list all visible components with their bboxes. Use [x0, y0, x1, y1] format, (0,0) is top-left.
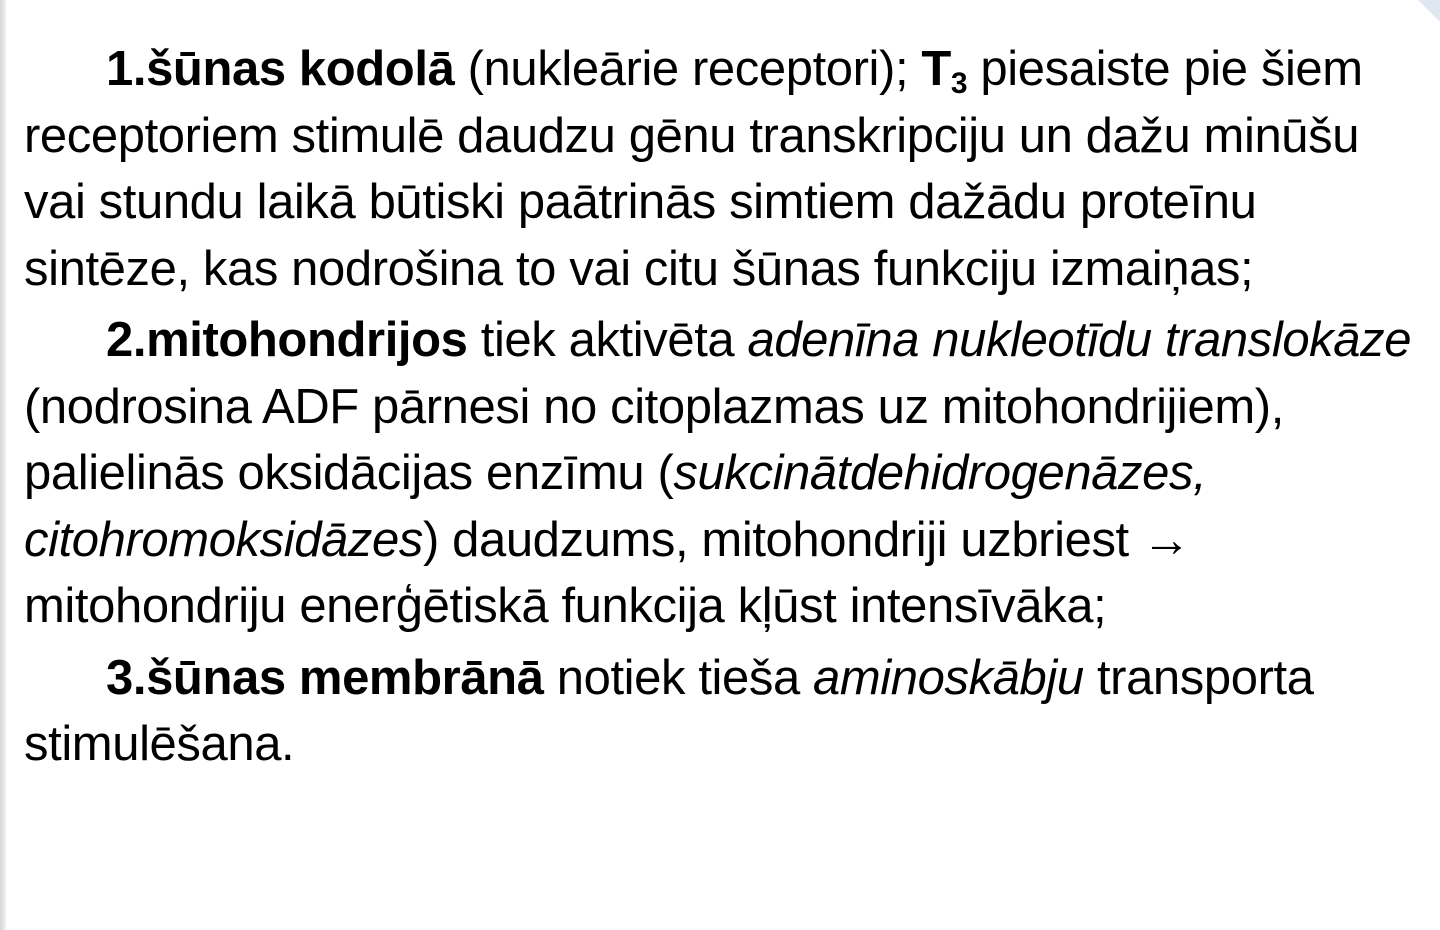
paragraph-membrane: [24, 645, 1419, 778]
slide-left-border: [0, 0, 6, 930]
text-segment: (nukleārie receptori);: [454, 42, 922, 96]
text-segment: piesaiste pie šiem receptoriem stimulē daudzu gēnu transkripciju un dažu minūšu vai stundu laikā būtiski paātrinās simtiem dažādu proteīnu sintēze, kas nodrošina to vai citu šūnas funkciju izmaiņas;: [24, 42, 1363, 296]
heading-membrane: 3.šūnas membrānā: [106, 650, 544, 705]
slide-text-body: [24, 36, 1419, 783]
enzyme-term: adenīna nukleotīdu translokāze: [747, 313, 1412, 367]
hormone-subscript: 3: [950, 67, 968, 100]
hormone-t3: [921, 42, 968, 100]
hormone-letter: T: [921, 42, 951, 96]
amino-acid-term: aminoskābju: [813, 650, 1084, 705]
text-segment: transporta stimulēšana.: [24, 650, 1314, 771]
text-segment: notiek tieša: [543, 650, 814, 705]
slide-corner-mark: [1418, 0, 1440, 22]
paragraph-mitochondria: [24, 307, 1419, 640]
heading-nucleus: 1.šūnas kodolā: [106, 42, 455, 96]
paragraph-nucleus: [24, 36, 1419, 302]
enzyme-list: sukcinātdehidrogenāzes, citohromoksidāzes: [24, 446, 1207, 567]
heading-mitochondria: 2.mitohondrijos: [106, 313, 468, 367]
text-segment: tiek aktivēta: [467, 313, 748, 367]
text-segment: (nodrosina ADF pārnesi no citoplazmas uz mitohondrijiem), palielinās oksidācijas enzīmu (: [24, 379, 1284, 500]
text-segment: ) daudzums, mitohondriji uzbriest → mitohondriju enerģētiskā funkcija kļūst intensīvāka;: [24, 512, 1191, 633]
